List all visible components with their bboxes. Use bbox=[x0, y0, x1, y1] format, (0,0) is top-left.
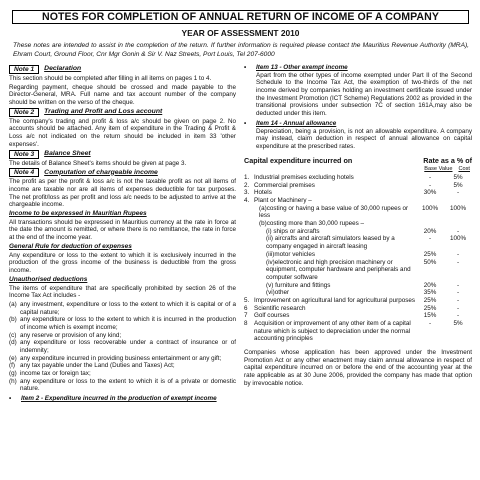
table-row bbox=[244, 220, 472, 228]
row-description: (b)costing more than 30,000 rupees – bbox=[259, 220, 365, 228]
bullet-icon: • bbox=[244, 119, 247, 127]
list-item: (f) any tax payable under the Land (Duties and Taxes) Act; bbox=[9, 362, 175, 370]
general-rule-para: Any expenditure or loss to the extent to which it is exclusively incurred in the production of the gross income of the business is deductible from the gross income. bbox=[9, 251, 236, 275]
table-row bbox=[244, 205, 472, 220]
note-4-header bbox=[9, 168, 236, 177]
page-title: NOTES FOR COMPLETION OF ANNUAL RETURN OF INCOME OF A COMPANY bbox=[42, 10, 439, 23]
list-item: (g) income tax or foreign tax; bbox=[9, 370, 91, 378]
item-13-para: Apart from the other types of income exempted under Part II of the Second Schedule to the Income Tax Act, the exemption of two-thirds of the net income derived by companies holding an investment certificate issued under the Investment Promotion (ICT Scheme) Regulations 2002 as provided in the transitional provisions under subsection 7C of section 161A,may also be deducted under this item. bbox=[256, 71, 472, 118]
row-number: 4. bbox=[244, 197, 250, 205]
table-row bbox=[244, 282, 472, 290]
table-row bbox=[244, 297, 472, 305]
row-description: Golf courses bbox=[254, 312, 290, 320]
note-2-header bbox=[9, 108, 236, 117]
row-number bbox=[244, 251, 254, 259]
list-item: (c) any reserve or provision of any kind; bbox=[9, 331, 122, 339]
item-2-heading: Item 2 - Expenditure incurred in the production of exempt income bbox=[21, 395, 217, 403]
row-cost: - bbox=[456, 281, 460, 289]
table-row bbox=[244, 197, 472, 205]
row-cost: - bbox=[456, 289, 460, 297]
row-number bbox=[244, 282, 254, 290]
footnote-para: Companies whose application has been approved under the Investment Promotion Act or any other enactment may claim annual allowance in respect of capital expenditure incurred on or before the end of the accounting year at the rate applicable as at 30 June 2006, provided the company has made that option by irrevocable notice. bbox=[244, 348, 472, 387]
row-base-value: 20% bbox=[423, 281, 437, 289]
rate-subheaders bbox=[244, 166, 472, 173]
list-item: (d) any expenditure or loss recoverable under a contract of insurance or of indemnity; bbox=[9, 339, 236, 355]
table-row bbox=[244, 182, 472, 190]
item-2-bullet bbox=[9, 395, 236, 403]
note-1-para-1: This section should be completed after filling in all items on pages 1 to 4. bbox=[9, 75, 212, 83]
row-number bbox=[244, 205, 254, 220]
currency-para: All transactions should be expressed in Mauritius currency at the rate in force at the date the amount is remitted, or where there is no remittance, the rate in force at the end of the income year. bbox=[9, 218, 236, 242]
row-cost: 5% bbox=[453, 174, 463, 182]
row-cost: - bbox=[456, 189, 460, 197]
note-2-para: The company's trading and profit & loss a/c should be given on page 2. No accounts should be attached. Any item of expenditure in the Trading & Profit & Loss a/c not indicated on the return should be included in item 33 'other expenses'. bbox=[9, 117, 236, 148]
base-value-header: Base Value bbox=[424, 166, 453, 173]
cost-header: Cost bbox=[458, 166, 470, 173]
list-item: (b) any expenditure or loss to the extent to which it is incurred in the production of income which is exempt income; bbox=[9, 316, 236, 332]
unauthorised-para: The items of expenditure that are specifically prohibited by section 26 of the Income Tax Act includes - bbox=[9, 284, 236, 300]
row-cost: - bbox=[456, 312, 460, 320]
table-row bbox=[244, 305, 472, 313]
row-base-value: 25% bbox=[423, 250, 437, 258]
row-cost: - bbox=[456, 250, 460, 258]
row-base-value: - bbox=[428, 235, 432, 243]
table-row bbox=[244, 174, 472, 182]
row-base-value: 50% bbox=[423, 258, 437, 266]
row-base-value bbox=[416, 220, 444, 228]
note-1-title: Declaration bbox=[44, 65, 82, 73]
table-row bbox=[244, 228, 472, 236]
right-column bbox=[244, 64, 472, 403]
row-description: Scientific research bbox=[254, 304, 306, 312]
capital-table-header bbox=[244, 157, 472, 166]
row-base-value: 20% bbox=[423, 227, 437, 235]
row-description: Plant or Machinery – bbox=[254, 197, 312, 205]
left-column bbox=[9, 64, 236, 403]
list-item: (e) any expenditure incurred in providing business entertainment or any gift; bbox=[9, 354, 222, 362]
table-row bbox=[244, 289, 472, 297]
note-1-para-2: Regarding payment, cheque should be crossed and made payable to the Director-General, MRA. Full name and tax account number of the company should be written on the verso of the cheque. bbox=[9, 83, 236, 107]
row-base-value: 25% bbox=[423, 304, 437, 312]
capital-allowance-table bbox=[244, 174, 472, 343]
row-cost: - bbox=[456, 258, 460, 266]
row-base-value bbox=[416, 197, 444, 205]
assessment-year: YEAR OF ASSESSMENT 2010 bbox=[181, 28, 300, 38]
row-description: Hotels bbox=[254, 189, 272, 197]
table-row bbox=[244, 235, 472, 250]
table-row bbox=[244, 312, 472, 320]
item-14-heading: Item 14 - Annual allowance bbox=[256, 119, 337, 127]
row-description: (iv)electronic and high precision machinery or equipment, computer hardware and peripherals and computer software bbox=[266, 258, 411, 281]
list-item: (h) any expenditure or loss to the extent to which it is of a private or domestic nature. bbox=[9, 377, 236, 393]
row-number bbox=[244, 220, 254, 228]
table-row bbox=[244, 259, 472, 282]
row-description: Improvement on agricultural land for agricultural purposes bbox=[254, 296, 416, 304]
row-base-value: - bbox=[428, 319, 432, 327]
row-base-value: 30% bbox=[423, 189, 437, 197]
capital-title: Capital expenditure incurred on bbox=[244, 155, 353, 165]
bullet-icon: • bbox=[244, 64, 247, 72]
row-description: (iii)motor vehicles bbox=[266, 250, 315, 258]
item-14-bullet bbox=[244, 120, 472, 128]
intro-text: These notes are intended to assist in the completion of the return. If further information is required please contact the Mauritius Revenue Authority (MRA), Ehram Court, Ground Floor, Cnr Mgr Gonin & Sir V. Naz Streets, Port Louis, Tel 207-6000 bbox=[13, 42, 469, 58]
row-description: (ii) aircrafts and aircraft simulators leased by a company engaged in aircraft leasing bbox=[266, 235, 395, 251]
row-number: 1. bbox=[244, 174, 250, 182]
row-number: 7 bbox=[244, 312, 248, 320]
row-base-value: - bbox=[428, 181, 432, 189]
row-cost: 5% bbox=[453, 181, 463, 189]
row-cost: 100% bbox=[449, 204, 467, 212]
note-1-header bbox=[9, 65, 236, 74]
item-14-para: Depreciation, being a provision, is not an allowable expenditure. A company may instead, claim deduction in respect of annual allowance on capital expenditure at the prescribed rates. bbox=[256, 127, 472, 150]
row-number: 2. bbox=[244, 181, 250, 189]
row-number: 6 bbox=[244, 304, 248, 312]
title-box bbox=[12, 10, 469, 24]
row-base-value: - bbox=[428, 174, 432, 182]
note-4-para: The profit as per the profit & loss a/c is not the taxable profit as not all items of income are taxable nor are all items of expenses deductible for tax purposes. The net profit/loss as per profit and loss a/c needs to be adjusted to arrive at the chargeable income. bbox=[9, 178, 236, 209]
list-item: (a) any investment, expenditure or loss to the extent to which it is capital or of a capital nature; bbox=[9, 301, 236, 316]
row-cost: 100% bbox=[449, 235, 467, 243]
subheading-currency: Income to be expressed in Mauritian Rupees bbox=[9, 209, 147, 217]
row-cost: - bbox=[456, 296, 460, 304]
subheading-general-rule: General Rule for deduction of expenses bbox=[9, 242, 132, 250]
bullet-icon: • bbox=[9, 395, 12, 403]
row-base-value: 100% bbox=[421, 204, 439, 212]
row-cost: 5% bbox=[453, 319, 463, 327]
row-number: 8 bbox=[244, 319, 248, 327]
row-description: (vi)other bbox=[266, 289, 290, 297]
row-description: Commercial premises bbox=[254, 181, 315, 189]
row-description: (v) furniture and fittings bbox=[266, 281, 331, 289]
table-row bbox=[244, 320, 472, 343]
note-3-para: The details of Balance Sheet's items should be given at page 3. bbox=[9, 159, 187, 167]
note-3-header bbox=[9, 150, 236, 159]
table-row bbox=[244, 251, 472, 259]
item-13-heading: Item 13 - Other exempt income bbox=[256, 64, 348, 72]
note-3-label: Note 3 bbox=[9, 150, 39, 159]
item-13-bullet bbox=[244, 64, 472, 72]
row-number bbox=[244, 289, 254, 297]
note-1-label: Note 1 bbox=[9, 65, 39, 74]
row-cost bbox=[444, 197, 472, 205]
row-base-value: 15% bbox=[423, 312, 437, 320]
row-description: Acquisition or improvement of any other item of a capital nature which is subject to depreciation under the normal accounting principles bbox=[254, 319, 411, 343]
row-number bbox=[244, 228, 254, 236]
row-number bbox=[244, 235, 254, 250]
note-2-label: Note 2 bbox=[9, 108, 39, 117]
unauthorised-list bbox=[9, 301, 236, 393]
note-2-title: Trading and Profit and Loss account bbox=[44, 108, 163, 116]
rate-title: Rate as a % of bbox=[423, 155, 472, 165]
row-cost: - bbox=[456, 304, 460, 312]
row-description: (i) ships or aircrafts bbox=[266, 227, 320, 235]
columns bbox=[9, 64, 472, 403]
subheading-unauthorised: Unauthorised deductions bbox=[9, 275, 88, 283]
row-cost bbox=[444, 220, 472, 228]
note-3-title: Balance Sheet bbox=[44, 149, 91, 157]
row-number bbox=[244, 259, 254, 282]
row-base-value: 25% bbox=[423, 296, 437, 304]
row-description: (a)costing or having a base value of 30,000 rupees or less bbox=[259, 204, 409, 220]
row-base-value: 35% bbox=[423, 289, 437, 297]
row-number: 5. bbox=[244, 296, 250, 304]
note-4-title: Computation of chargeable income bbox=[44, 168, 158, 176]
row-cost: - bbox=[456, 227, 460, 235]
note-4-label: Note 4 bbox=[9, 168, 39, 177]
row-number: 3. bbox=[244, 189, 250, 197]
table-row bbox=[244, 189, 472, 197]
row-description: Industrial premises excluding hotels bbox=[254, 174, 354, 182]
